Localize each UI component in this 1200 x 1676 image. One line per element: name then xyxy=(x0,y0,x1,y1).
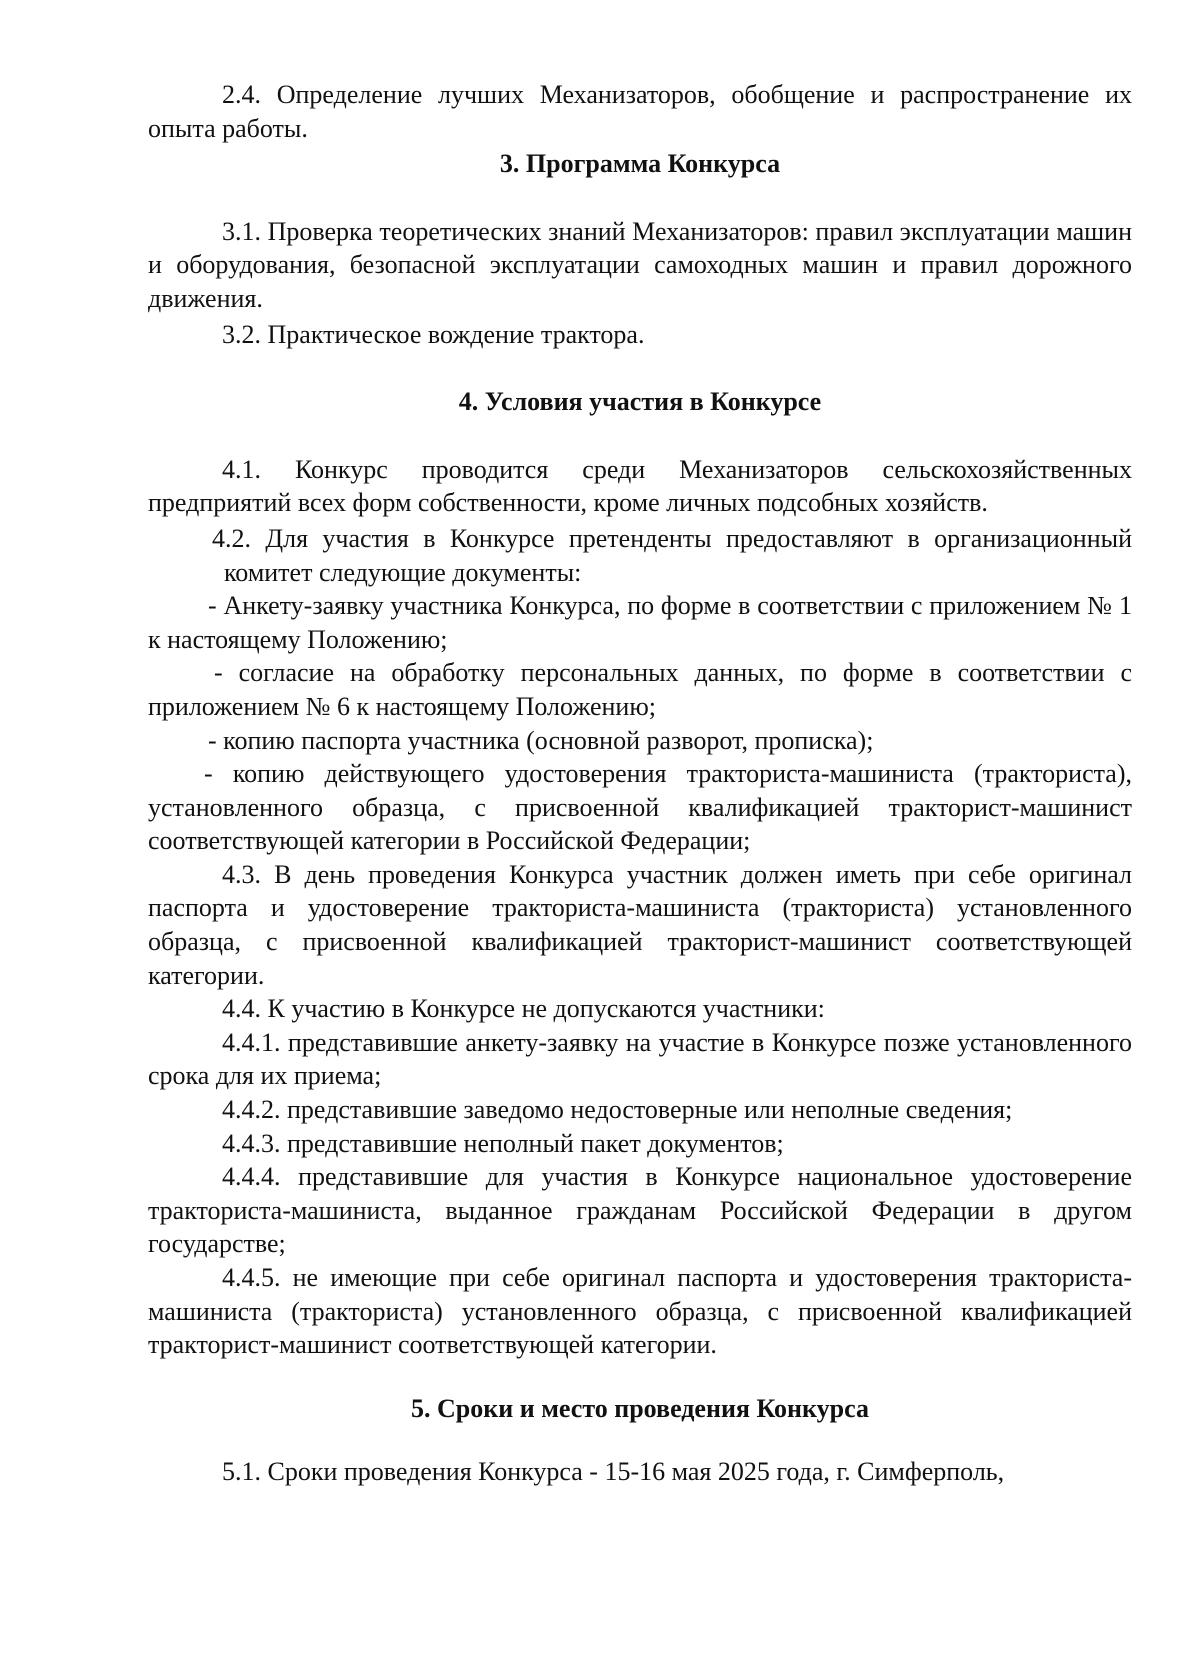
document-list-item-4: - копию действующего удостоверения тракториста-машиниста (тракториста), установленного образца, с присвоенной квалификацией тракторист-машинист соответствующей категории в Российской Федерации; xyxy=(148,759,1132,856)
paragraph-4-4-4: 4.4.4. представившие для участия в Конкурсе национальное удостоверение тракториста-машиниста, выданное гражданам Российской Федерации в другом государстве; xyxy=(148,1162,1132,1259)
paragraph-4-1: 4.1. Конкурс проводится среди Механизаторов сельскохозяйственных предприятий всех форм собственности, кроме личных подсобных хозяйств. xyxy=(148,454,1132,518)
heading-section-3: 3. Программа Конкурса xyxy=(499,149,781,179)
heading-section-4: 4. Условия участия в Конкурсе xyxy=(458,387,822,417)
paragraph-4-3: 4.3. В день проведения Конкурса участник должен иметь при себе оригинал паспорта и удостоверение тракториста-машиниста (тракториста) установленного образца, с присвоенной квалификацией тракторист-машинист соответствующей категории. xyxy=(148,859,1132,990)
paragraph-4-4-5: 4.4.5. не имеющие при себе оригинал паспорта и удостоверения тракториста-машиниста (тракториста) установленного образца, с присвоенной квалификацией тракторист-машинист соответствующей категории. xyxy=(148,1263,1132,1360)
paragraph-3-2: 3.2. Практическое вождение трактора. xyxy=(222,319,645,349)
paragraph-4-4-1: 4.4.1. представившие анкету-заявку на участие в Конкурсе позже установленного срока для их приема; xyxy=(148,1027,1132,1091)
paragraph-4-4-2: 4.4.2. представившие заведомо недостоверные или неполные сведения; xyxy=(222,1095,1013,1125)
document-list-item-1: - Анкету-заявку участника Конкурса, по форме в соответствии с приложением № 1 к настоящему Положению; xyxy=(148,591,1132,654)
heading-section-5: 5. Сроки и место проведения Конкурса xyxy=(411,1393,869,1423)
paragraph-5-1: 5.1. Сроки проведения Конкурса - 15-16 мая 2025 года, г. Симферполь, xyxy=(222,1457,1005,1487)
paragraph-4-4-3: 4.4.3. представившие неполный пакет документов; xyxy=(222,1128,784,1158)
document-list-item-2: - согласие на обработку персональных данных, по форме в соответствии с приложением № 6 к настоящему Положению; xyxy=(148,658,1132,721)
paragraph-4-4: 4.4. К участию в Конкурсе не допускаются участники: xyxy=(222,994,825,1024)
paragraph-3-1: 3.1. Проверка теоретических знаний Механизаторов: правил эксплуатации машин и оборудования, безопасной эксплуатации самоходных машин и правил дорожного движения. xyxy=(148,216,1132,313)
document-list-item-3: - копию паспорта участника (основной разворот, прописка); xyxy=(208,725,874,755)
document-page xyxy=(148,78,1132,1489)
paragraph-2-4: 2.4. Определение лучших Механизаторов, обобщение и распространение их опыта работы. xyxy=(148,80,1132,143)
paragraph-4-2: 4.2. Для участия в Конкурсе претенденты предоставляют в организационный комитет следующие документы: xyxy=(212,523,1132,587)
